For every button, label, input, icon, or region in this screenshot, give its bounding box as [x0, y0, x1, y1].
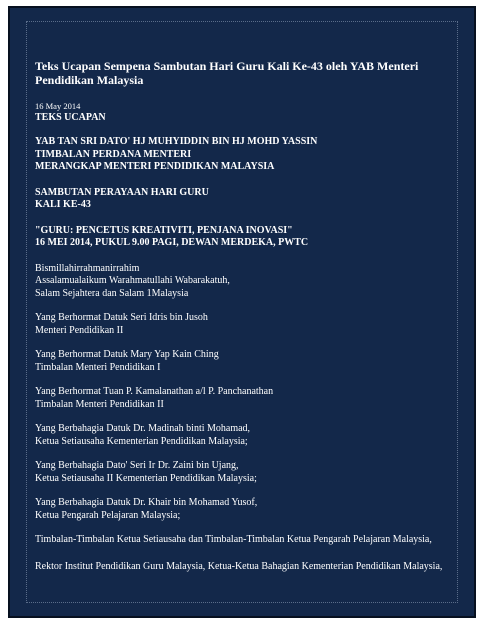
addressee-position: Timbalan Menteri Pendidikan I: [35, 361, 161, 373]
addressee-name: Yang Berbahagia Datuk Dr. Khair bin Mohamad Yusof,: [35, 497, 258, 508]
addressee-position: Ketua Setiausaha Kementerian Pendidikan Malaysia;: [35, 435, 248, 447]
addressee-position: Menteri Pendidikan II: [35, 324, 124, 336]
greeting-line: Bismillahirrahmanirrahim: [35, 262, 140, 274]
document-title: Teks Ucapan Sempena Sambutan Hari Guru Kali Ke-43 oleh YAB Menteri Pendidikan Malaysia: [35, 59, 419, 87]
addressee-name: Yang Berbahagia Datuk Dr. Madinah binti Mohamad,: [35, 423, 251, 434]
speaker-name: YAB TAN SRI DATO' HJ MUHYIDDIN BIN HJ MOHD YASSIN: [35, 136, 318, 147]
addressee-position: Timbalan Menteri Pendidikan II: [35, 398, 164, 410]
event-datetime-venue: 16 MEI 2014, PUKUL 9.00 PAGI, DEWAN MERDEKA, PWTC: [35, 237, 309, 248]
greetings-block: [35, 263, 460, 301]
speaker-block: [35, 136, 460, 174]
greeting-line: Salam Sejahtera dan Salam 1Malaysia: [35, 287, 189, 299]
addressee-name: Yang Berhormat Datuk Seri Idris bin Jusoh: [35, 312, 208, 323]
theme-block: [35, 225, 460, 250]
addressee-paragraph: [35, 460, 460, 485]
addressee-paragraph: [35, 349, 460, 374]
addressee-paragraph: [35, 423, 460, 448]
speaker-title: TIMBALAN PERDANA MENTERI: [35, 148, 192, 160]
section-label: TEKS UCAPAN: [35, 112, 106, 123]
greeting-line: Assalamualaikum Warahmatullahi Wabarakatuh,: [35, 275, 230, 286]
addressee-position: Ketua Pengarah Pelajaran Malaysia;: [35, 509, 181, 521]
document-page: [8, 6, 476, 618]
event-edition: KALI KE-43: [35, 199, 91, 210]
addressee-paragraph: [35, 386, 460, 411]
addressee-name: Yang Berhormat Datuk Mary Yap Kain Ching: [35, 349, 219, 360]
event-block: [35, 187, 460, 212]
closing-line: Rektor Institut Pendidikan Guru Malaysia, Ketua-Ketua Bahagian Kementerian Pendidikan Malaysia,: [35, 560, 443, 572]
addressee-paragraph: [35, 497, 460, 522]
document-content: [35, 59, 460, 587]
document-date: 16 May 2014: [35, 101, 81, 111]
speaker-title-2: MERANGKAP MENTERI PENDIDIKAN MALAYSIA: [35, 161, 275, 172]
addressee-name: Yang Berhormat Tuan P. Kamalanathan a/l P. Panchanathan: [35, 386, 274, 397]
event-name: SAMBUTAN PERAYAAN HARI GURU: [35, 186, 209, 198]
addressee-paragraph: [35, 312, 460, 337]
addressee-position: Ketua Setiausaha II Kementerian Pendidikan Malaysia;: [35, 472, 257, 484]
addressee-name: Yang Berbahagia Dato' Seri Ir Dr. Zaini bin Ujang,: [35, 460, 239, 471]
event-theme: "GURU: PENCETUS KREATIVITI, PENJANA INOVASI": [35, 224, 293, 236]
closing-line: Timbalan-Timbalan Ketua Setiausaha dan Timbalan-Timbalan Ketua Pengarah Pelajaran Malaysia,: [35, 534, 432, 545]
